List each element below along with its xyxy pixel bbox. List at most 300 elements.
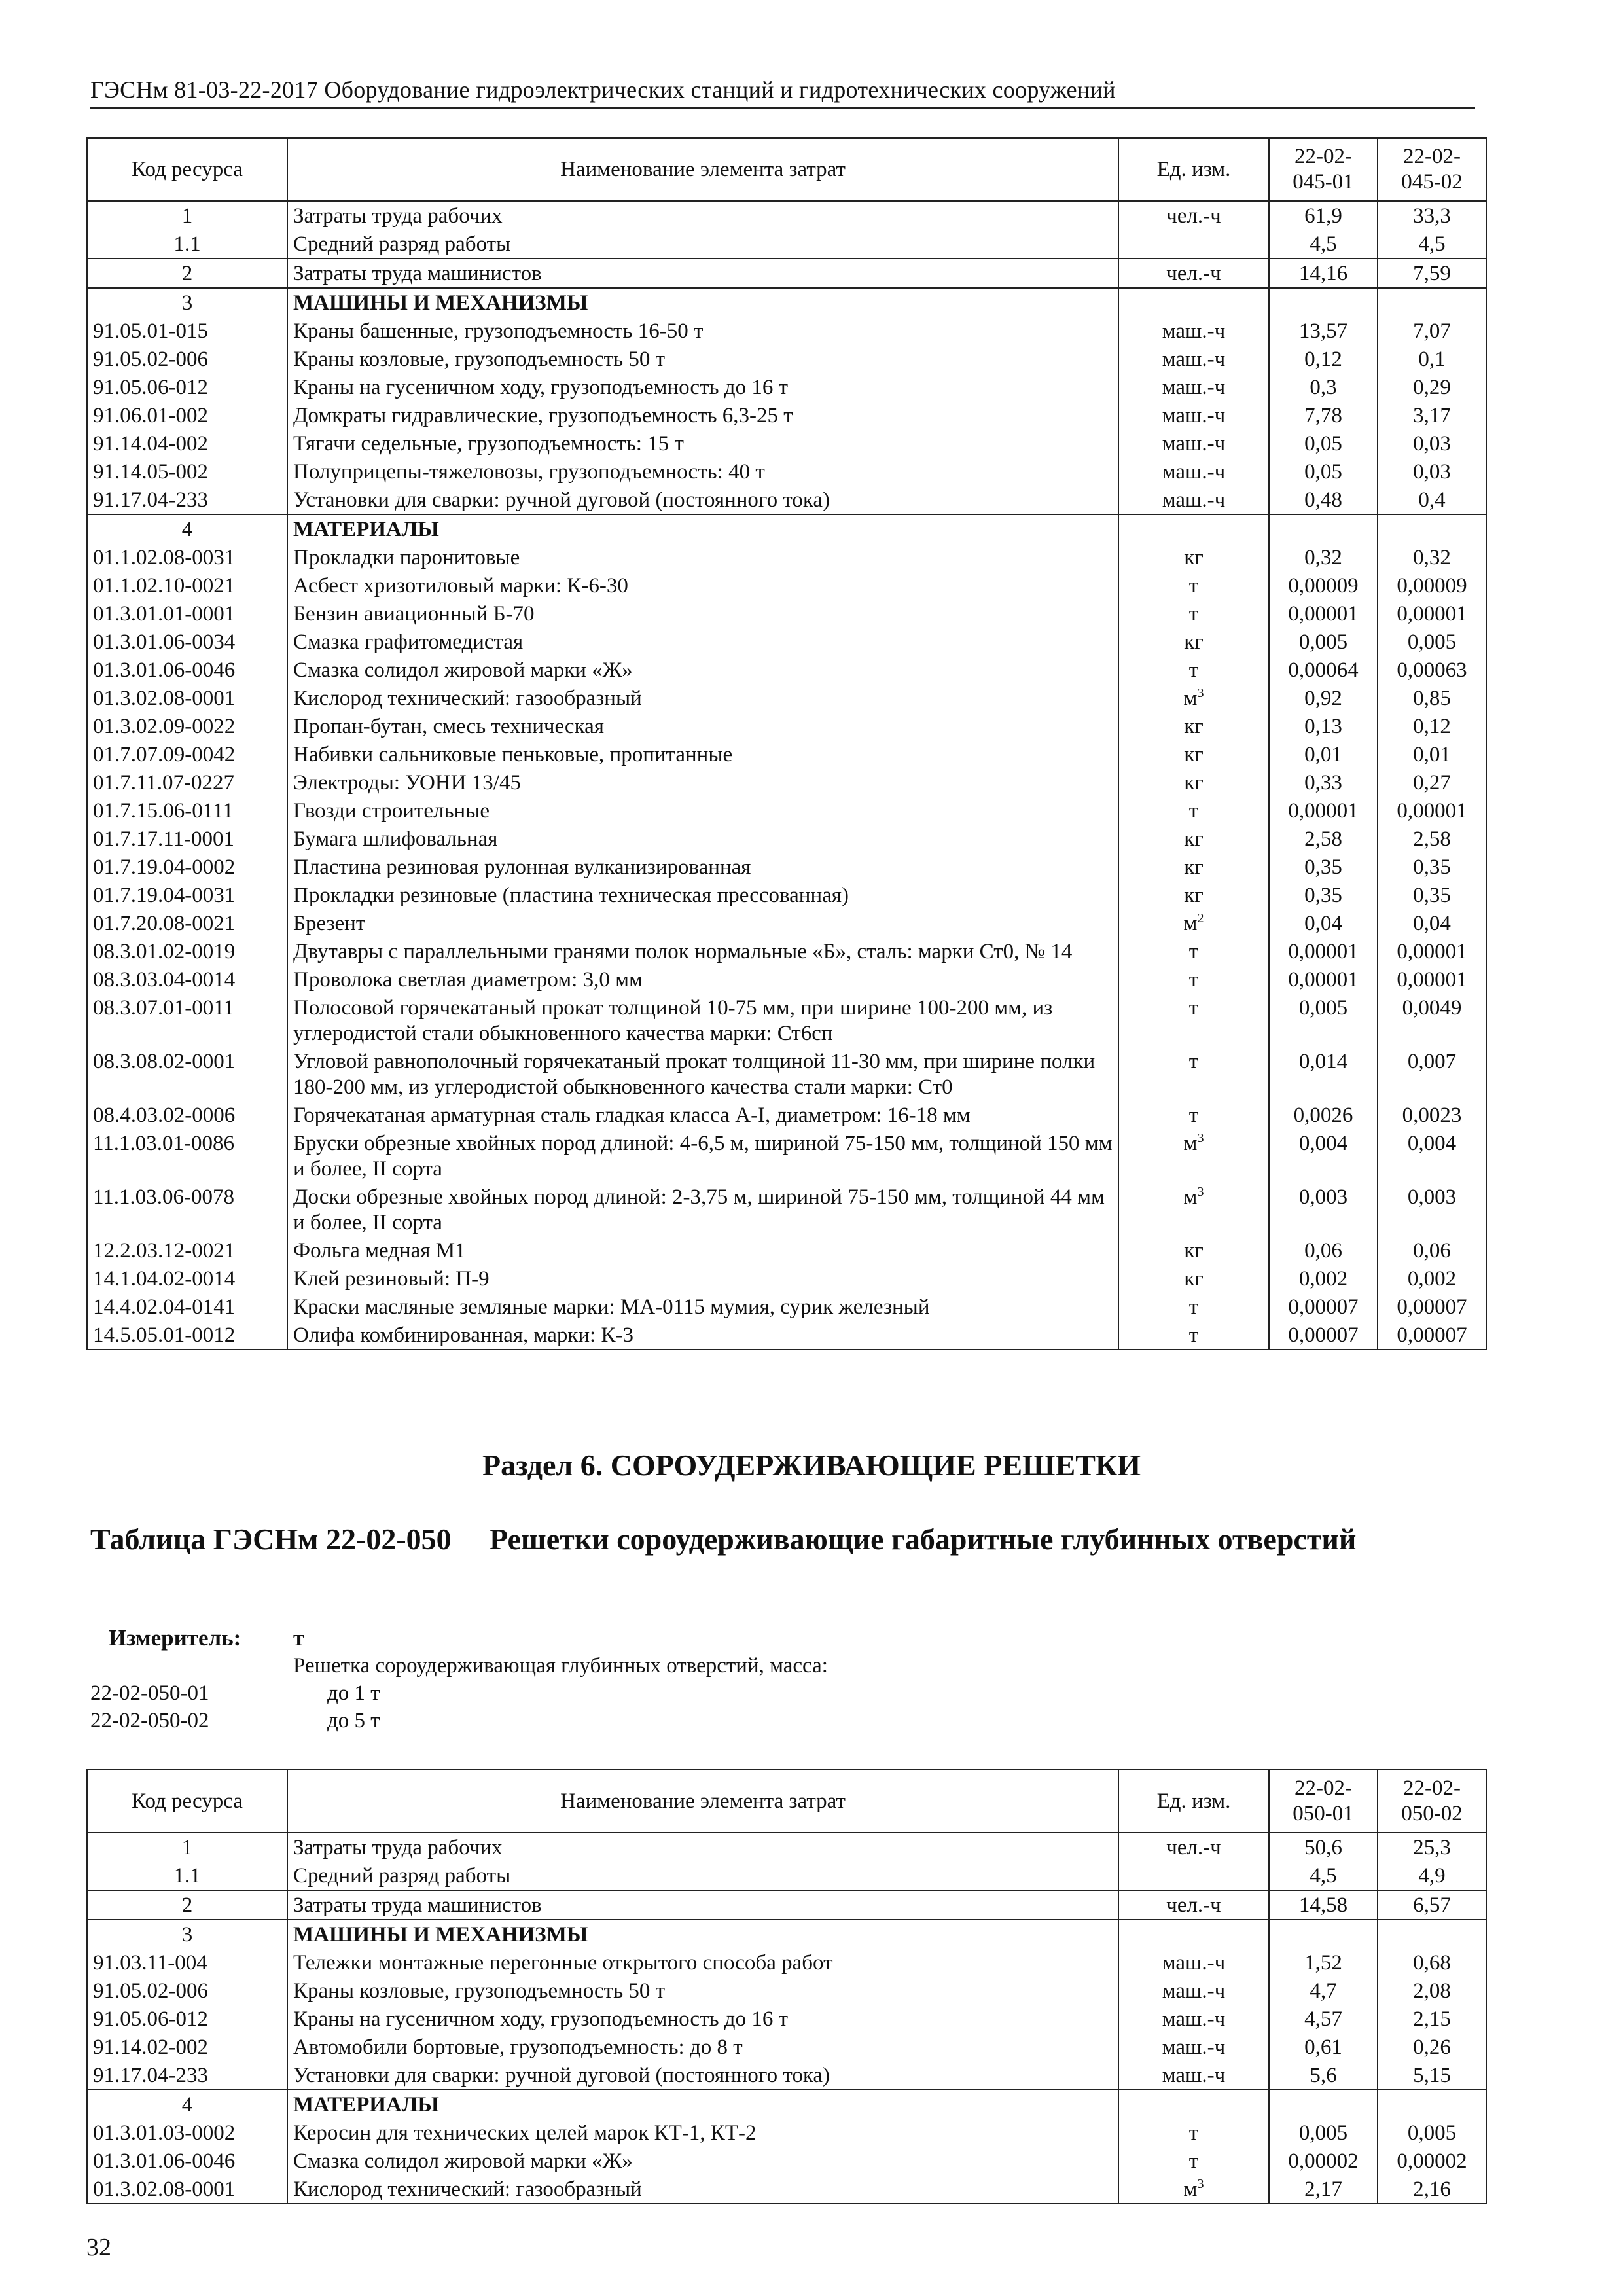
unit-cell: маш.-ч	[1118, 1948, 1269, 1977]
table-row	[87, 317, 1486, 345]
variant-code: 22-02-050-01	[90, 1681, 209, 1705]
norm-value-1-cell: 0,3	[1269, 373, 1378, 401]
table-row	[87, 2119, 1486, 2147]
norm-value-1-cell: 14,16	[1269, 259, 1378, 288]
variant-text: до 1 т	[327, 1681, 380, 1705]
norm-value-1-cell: 4,7	[1269, 1977, 1378, 2005]
resource-name-cell: Кислород технический: газообразный	[287, 684, 1118, 712]
norm-value-2-cell: 0,03	[1378, 457, 1486, 486]
resource-name-cell: Прокладки паронитовые	[287, 543, 1118, 571]
section-title: Раздел 6. СОРОУДЕРЖИВАЮЩИЕ РЕШЕТКИ	[482, 1448, 1141, 1482]
norm-value-1-cell: 2,58	[1269, 825, 1378, 853]
table-row	[87, 2005, 1486, 2033]
norm-value-2-cell: 4,5	[1378, 230, 1486, 259]
table-row	[87, 656, 1486, 684]
norm-value-1-cell: 0,005	[1269, 628, 1378, 656]
table-row	[87, 712, 1486, 740]
table-row	[87, 1861, 1486, 1890]
resource-name-cell: Бруски обрезные хвойных пород длиной: 4-6,5 м, шириной 75-150 мм, толщиной 150 мм и более, II сорта	[287, 1129, 1118, 1183]
unit-cell: т	[1118, 1047, 1269, 1101]
unit-exponent: 3	[1197, 1185, 1204, 1199]
table-row	[87, 1265, 1486, 1293]
norm-value-2-cell: 0,35	[1378, 853, 1486, 881]
resource-code-cell: 01.3.02.08-0001	[87, 684, 287, 712]
norm-value-1-cell: 0,33	[1269, 768, 1378, 797]
unit-cell	[1118, 230, 1269, 259]
norm-value-2-cell: 0,0023	[1378, 1101, 1486, 1129]
norm-value-1-cell: 0,12	[1269, 345, 1378, 373]
resource-name-cell: Затраты труда машинистов	[287, 259, 1118, 288]
resource-code-cell: 4	[87, 514, 287, 543]
table-row	[87, 457, 1486, 486]
unit-cell: маш.-ч	[1118, 429, 1269, 457]
unit-text: м	[1183, 912, 1198, 935]
norm-value-1-cell: 0,00009	[1269, 571, 1378, 600]
table-body	[87, 201, 1486, 1350]
resource-code-cell: 08.3.08.02-0001	[87, 1047, 287, 1101]
unit-cell: т	[1118, 2147, 1269, 2175]
norm-value-2-cell: 3,17	[1378, 401, 1486, 429]
resource-code-cell: 1.1	[87, 1861, 287, 1890]
unit-cell: маш.-ч	[1118, 486, 1269, 514]
norm-value-1-cell: 14,58	[1269, 1890, 1378, 1920]
resource-name-cell: Проволока светлая диаметром: 3,0 мм	[287, 965, 1118, 994]
resource-name-cell: Электроды: УОНИ 13/45	[287, 768, 1118, 797]
unit-text: м	[1183, 1132, 1198, 1155]
norm-value-1-cell: 0,61	[1269, 2033, 1378, 2061]
norm-value-1-cell: 4,5	[1269, 230, 1378, 259]
table-row	[87, 1890, 1486, 1920]
table-row	[87, 1948, 1486, 1977]
norm-value-1-cell: 0,92	[1269, 684, 1378, 712]
resource-name-cell: Краны на гусеничном ходу, грузоподъемность до 16 т	[287, 2005, 1118, 2033]
unit-cell	[1118, 2090, 1269, 2119]
col-header-code: Код ресурса	[87, 1770, 287, 1833]
unit-cell: т	[1118, 2119, 1269, 2147]
unit-cell: маш.-ч	[1118, 373, 1269, 401]
unit-cell: кг	[1118, 740, 1269, 768]
norm-value-2-cell: 0,26	[1378, 2033, 1486, 2061]
table-header-row	[87, 138, 1486, 201]
variant-code: 22-02-050-02	[90, 1709, 209, 1732]
resource-name-cell: Угловой равнополочный горячекатаный прокат толщиной 11-30 мм, при ширине полки 180-200 мм, из углеродистой обыкновенного качества стали марки: Ст0	[287, 1047, 1118, 1101]
table-row	[87, 401, 1486, 429]
unit-cell: т	[1118, 1293, 1269, 1321]
resource-code-cell: 1	[87, 201, 287, 230]
resource-code-cell: 1.1	[87, 230, 287, 259]
resource-table-045	[86, 137, 1487, 1350]
table-row	[87, 486, 1486, 514]
unit-cell: кг	[1118, 712, 1269, 740]
table-header-row	[87, 1770, 1486, 1833]
table-row	[87, 1183, 1486, 1236]
resource-code-cell: 01.3.01.06-0046	[87, 656, 287, 684]
resource-name-cell: Полосовой горячекатаный прокат толщиной 10-75 мм, при ширине 100-200 мм, из углеродистой стали обыкновенного качества марки: Ст6сп	[287, 994, 1118, 1047]
resource-name-cell: Домкраты гидравлические, грузоподъемность 6,3-25 т	[287, 401, 1118, 429]
norm-value-1-cell: 2,17	[1269, 2175, 1378, 2204]
norm-value-2-cell: 0,00001	[1378, 797, 1486, 825]
table-row	[87, 230, 1486, 259]
resource-name-cell: Прокладки резиновые (пластина техническая прессованная)	[287, 881, 1118, 909]
norm-value-1-cell: 0,00001	[1269, 965, 1378, 994]
unit-cell: маш.-ч	[1118, 2005, 1269, 2033]
norm-value-1-cell: 5,6	[1269, 2061, 1378, 2090]
norm-value-2-cell: 0,007	[1378, 1047, 1486, 1101]
resource-code-cell: 3	[87, 288, 287, 317]
unit-cell	[1118, 1861, 1269, 1890]
resource-name-cell: Асбест хризотиловый марки: К-6-30	[287, 571, 1118, 600]
resource-code-cell: 01.7.19.04-0002	[87, 853, 287, 881]
table-section-row	[87, 2090, 1486, 2119]
unit-cell: маш.-ч	[1118, 317, 1269, 345]
norm-value-2-cell: 0,00001	[1378, 965, 1486, 994]
unit-cell	[1118, 514, 1269, 543]
unit-exponent: 3	[1197, 1131, 1204, 1145]
norm-value-1-cell: 0,04	[1269, 909, 1378, 937]
norm-value-1-cell: 61,9	[1269, 201, 1378, 230]
resource-code-cell: 01.3.02.08-0001	[87, 2175, 287, 2204]
table-row	[87, 768, 1486, 797]
resource-name-cell: Брезент	[287, 909, 1118, 937]
col-header-norm-1: 22-02-050-01	[1269, 1770, 1378, 1833]
norm-value-2-cell: 0,1	[1378, 345, 1486, 373]
resource-code-cell: 91.05.06-012	[87, 373, 287, 401]
table-row	[87, 2061, 1486, 2090]
norm-value-2-cell: 0,68	[1378, 1948, 1486, 1977]
col-header-norm-1: 22-02-045-01	[1269, 138, 1378, 201]
table-row	[87, 571, 1486, 600]
norm-value-1-cell: 50,6	[1269, 1833, 1378, 1861]
resource-name-cell: Установки для сварки: ручной дуговой (постоянного тока)	[287, 486, 1118, 514]
unit-cell: чел.-ч	[1118, 259, 1269, 288]
col-header-name: Наименование элемента затрат	[287, 138, 1118, 201]
resource-code-cell: 01.7.19.04-0031	[87, 881, 287, 909]
resource-code-cell: 91.06.01-002	[87, 401, 287, 429]
unit-cell	[1118, 288, 1269, 317]
norm-value-1-cell: 0,13	[1269, 712, 1378, 740]
norm-value-1-cell	[1269, 514, 1378, 543]
norm-value-2-cell: 0,29	[1378, 373, 1486, 401]
resource-code-cell: 11.1.03.01-0086	[87, 1129, 287, 1183]
resource-name-cell: Пропан-бутан, смесь техническая	[287, 712, 1118, 740]
norm-value-2-cell: 2,15	[1378, 2005, 1486, 2033]
unit-exponent: 2	[1197, 911, 1204, 925]
unit-cell: маш.-ч	[1118, 345, 1269, 373]
norm-value-2-cell: 0,12	[1378, 712, 1486, 740]
resource-name-cell: Бумага шлифовальная	[287, 825, 1118, 853]
norm-value-2-cell: 0,00001	[1378, 600, 1486, 628]
table-row	[87, 1833, 1486, 1861]
resource-code-cell: 2	[87, 259, 287, 288]
norm-value-2-cell: 2,08	[1378, 1977, 1486, 2005]
norm-value-2-cell	[1378, 1920, 1486, 1948]
table-section-row	[87, 288, 1486, 317]
resource-code-cell: 2	[87, 1890, 287, 1920]
resource-name-cell: Горячекатаная арматурная сталь гладкая класса А-I, диаметром: 16-18 мм	[287, 1101, 1118, 1129]
resource-code-cell: 91.14.02-002	[87, 2033, 287, 2061]
resource-code-cell: 91.14.04-002	[87, 429, 287, 457]
resource-code-cell: 1	[87, 1833, 287, 1861]
unit-cell: маш.-ч	[1118, 457, 1269, 486]
norm-value-1-cell: 0,35	[1269, 853, 1378, 881]
table-row	[87, 1977, 1486, 2005]
norm-value-2-cell: 7,59	[1378, 259, 1486, 288]
norm-value-2-cell: 0,005	[1378, 628, 1486, 656]
unit-cell: чел.-ч	[1118, 1833, 1269, 1861]
norm-value-2-cell: 25,3	[1378, 1833, 1486, 1861]
table-title-name: Решетки сороудерживающие габаритные глубинных отверстий	[490, 1522, 1357, 1556]
resource-name-cell: Полуприцепы-тяжеловозы, грузоподъемность: 40 т	[287, 457, 1118, 486]
table-body	[87, 1833, 1486, 2204]
unit-cell: кг	[1118, 825, 1269, 853]
unit-cell: маш.-ч	[1118, 2061, 1269, 2090]
resource-name-cell: Краны башенные, грузоподъемность 16-50 т	[287, 317, 1118, 345]
table-row	[87, 2175, 1486, 2204]
resource-name-cell: МАШИНЫ И МЕХАНИЗМЫ	[287, 1920, 1118, 1948]
norm-value-1-cell	[1269, 1920, 1378, 1948]
norm-value-2-cell: 0,01	[1378, 740, 1486, 768]
unit-cell: т	[1118, 965, 1269, 994]
col-header-unit: Ед. изм.	[1118, 138, 1269, 201]
unit-cell: чел.-ч	[1118, 201, 1269, 230]
table-row	[87, 1047, 1486, 1101]
resource-name-cell: Набивки сальниковые пеньковые, пропитанные	[287, 740, 1118, 768]
resource-name-cell: Краски масляные земляные марки: МА-0115 мумия, сурик железный	[287, 1293, 1118, 1321]
norm-value-1-cell: 0,004	[1269, 1129, 1378, 1183]
resource-code-cell: 14.1.04.02-0014	[87, 1265, 287, 1293]
resource-code-cell: 01.1.02.08-0031	[87, 543, 287, 571]
resource-code-cell: 4	[87, 2090, 287, 2119]
norm-value-1-cell: 4,5	[1269, 1861, 1378, 1890]
unit-text: м	[1183, 687, 1198, 710]
norm-value-2-cell: 2,16	[1378, 2175, 1486, 2204]
meter-label: Измеритель:	[109, 1625, 241, 1651]
unit-cell	[1118, 1183, 1269, 1236]
norm-value-1-cell: 0,005	[1269, 2119, 1378, 2147]
resource-code-cell: 01.7.15.06-0111	[87, 797, 287, 825]
table-row	[87, 2033, 1486, 2061]
norm-value-2-cell: 0,00001	[1378, 937, 1486, 965]
unit-cell: т	[1118, 571, 1269, 600]
resource-name-cell: Гвозди строительные	[287, 797, 1118, 825]
table-row	[87, 994, 1486, 1047]
norm-value-1-cell: 1,52	[1269, 1948, 1378, 1977]
resource-table-050	[86, 1769, 1487, 2204]
running-header: ГЭСНм 81-03-22-2017 Оборудование гидроэлектрических станций и гидротехнических сооружений	[90, 77, 1116, 103]
table-row	[87, 825, 1486, 853]
unit-cell: маш.-ч	[1118, 401, 1269, 429]
unit-cell: т	[1118, 994, 1269, 1047]
resource-code-cell: 91.03.11-004	[87, 1948, 287, 1977]
resource-name-cell: Олифа комбинированная, марки: К-3	[287, 1321, 1118, 1350]
table-row	[87, 937, 1486, 965]
unit-cell: т	[1118, 1321, 1269, 1350]
resource-name-cell: Затраты труда машинистов	[287, 1890, 1118, 1920]
norm-value-2-cell: 0,85	[1378, 684, 1486, 712]
resource-name-cell: Тележки монтажные перегонные открытого способа работ	[287, 1948, 1118, 1977]
norm-value-2-cell: 0,005	[1378, 2119, 1486, 2147]
table-row	[87, 684, 1486, 712]
norm-value-2-cell: 5,15	[1378, 2061, 1486, 2090]
resource-name-cell: МАШИНЫ И МЕХАНИЗМЫ	[287, 288, 1118, 317]
resource-code-cell: 91.05.06-012	[87, 2005, 287, 2033]
resource-name-cell: Доски обрезные хвойных пород длиной: 2-3,75 м, шириной 75-150 мм, толщиной 44 мм и более, II сорта	[287, 1183, 1118, 1236]
resource-name-cell: Пластина резиновая рулонная вулканизированная	[287, 853, 1118, 881]
unit-cell: т	[1118, 1101, 1269, 1129]
norm-value-2-cell: 0,00007	[1378, 1321, 1486, 1350]
norm-value-1-cell: 0,05	[1269, 457, 1378, 486]
norm-value-2-cell: 4,9	[1378, 1861, 1486, 1890]
table-row	[87, 345, 1486, 373]
unit-cell: маш.-ч	[1118, 2033, 1269, 2061]
unit-cell: кг	[1118, 881, 1269, 909]
norm-value-1-cell: 0,00001	[1269, 937, 1378, 965]
unit-exponent: 3	[1197, 686, 1204, 700]
norm-value-2-cell: 0,004	[1378, 1129, 1486, 1183]
resource-code-cell: 91.14.05-002	[87, 457, 287, 486]
table-row	[87, 965, 1486, 994]
unit-cell: кг	[1118, 628, 1269, 656]
resource-code-cell: 01.3.02.09-0022	[87, 712, 287, 740]
resource-name-cell: Краны козловые, грузоподъемность 50 т	[287, 1977, 1118, 2005]
norm-value-1-cell: 0,01	[1269, 740, 1378, 768]
norm-value-2-cell: 0,35	[1378, 881, 1486, 909]
table-row	[87, 1129, 1486, 1183]
resource-code-cell: 08.3.07.01-0011	[87, 994, 287, 1047]
table-row	[87, 909, 1486, 937]
resource-name-cell: Двутавры с параллельными гранями полок нормальные «Б», сталь: марки Ст0, № 14	[287, 937, 1118, 965]
norm-value-1-cell: 0,48	[1269, 486, 1378, 514]
resource-code-cell: 08.3.03.04-0014	[87, 965, 287, 994]
norm-value-2-cell: 0,00063	[1378, 656, 1486, 684]
unit-cell: кг	[1118, 1265, 1269, 1293]
norm-value-1-cell: 0,06	[1269, 1236, 1378, 1265]
resource-name-cell: Установки для сварки: ручной дуговой (постоянного тока)	[287, 2061, 1118, 2090]
unit-cell	[1118, 684, 1269, 712]
norm-value-1-cell: 7,78	[1269, 401, 1378, 429]
unit-cell: чел.-ч	[1118, 1890, 1269, 1920]
resource-name-cell: Керосин для технических целей марок КТ-1, КТ-2	[287, 2119, 1118, 2147]
resource-name-cell: Смазка солидол жировой марки «Ж»	[287, 2147, 1118, 2175]
norm-value-2-cell: 7,07	[1378, 317, 1486, 345]
page-number: 32	[86, 2234, 111, 2261]
unit-cell	[1118, 2175, 1269, 2204]
norm-value-1-cell: 13,57	[1269, 317, 1378, 345]
norm-value-1-cell: 0,00002	[1269, 2147, 1378, 2175]
norm-value-1-cell: 0,00007	[1269, 1321, 1378, 1350]
norm-value-1-cell: 0,002	[1269, 1265, 1378, 1293]
norm-value-1-cell: 0,003	[1269, 1183, 1378, 1236]
resource-code-cell: 01.7.20.08-0021	[87, 909, 287, 937]
resource-code-cell: 01.3.01.06-0046	[87, 2147, 287, 2175]
col-header-code: Код ресурса	[87, 138, 287, 201]
norm-value-2-cell: 2,58	[1378, 825, 1486, 853]
resource-code-cell: 01.3.01.03-0002	[87, 2119, 287, 2147]
norm-value-1-cell: 0,00001	[1269, 797, 1378, 825]
norm-value-2-cell: 0,03	[1378, 429, 1486, 457]
norm-value-1-cell: 0,00007	[1269, 1293, 1378, 1321]
norm-value-1-cell: 0,05	[1269, 429, 1378, 457]
norm-value-2-cell: 0,002	[1378, 1265, 1486, 1293]
table-row	[87, 853, 1486, 881]
meter-unit: т	[293, 1625, 305, 1651]
resource-code-cell: 91.05.01-015	[87, 317, 287, 345]
col-header-name: Наименование элемента затрат	[287, 1770, 1118, 1833]
norm-value-2-cell: 0,06	[1378, 1236, 1486, 1265]
table-title-number: Таблица ГЭСНм 22-02-050	[90, 1522, 452, 1556]
table-row	[87, 543, 1486, 571]
unit-cell: кг	[1118, 1236, 1269, 1265]
resource-code-cell: 08.3.01.02-0019	[87, 937, 287, 965]
norm-value-2-cell: 0,00002	[1378, 2147, 1486, 2175]
unit-cell: т	[1118, 797, 1269, 825]
resource-name-cell: Затраты труда рабочих	[287, 1833, 1118, 1861]
resource-code-cell: 14.4.02.04-0141	[87, 1293, 287, 1321]
unit-cell: маш.-ч	[1118, 1977, 1269, 2005]
norm-value-2-cell: 0,0049	[1378, 994, 1486, 1047]
table-row	[87, 1236, 1486, 1265]
unit-cell: т	[1118, 937, 1269, 965]
unit-cell: кг	[1118, 768, 1269, 797]
header-rule	[90, 107, 1475, 109]
table-row	[87, 1321, 1486, 1350]
table-row	[87, 259, 1486, 288]
resource-name-cell: Фольга медная М1	[287, 1236, 1118, 1265]
norm-value-1-cell: 0,35	[1269, 881, 1378, 909]
resource-code-cell: 91.05.02-006	[87, 1977, 287, 2005]
resource-name-cell: Смазка графитомедистая	[287, 628, 1118, 656]
resource-name-cell: Смазка солидол жировой марки «Ж»	[287, 656, 1118, 684]
unit-cell: кг	[1118, 853, 1269, 881]
norm-value-1-cell: 0,00001	[1269, 600, 1378, 628]
variant-text: до 5 т	[327, 1709, 380, 1732]
table-row	[87, 740, 1486, 768]
resource-name-cell: Краны козловые, грузоподъемность 50 т	[287, 345, 1118, 373]
resource-code-cell: 91.17.04-233	[87, 486, 287, 514]
table-row	[87, 881, 1486, 909]
unit-cell	[1118, 909, 1269, 937]
norm-value-2-cell: 0,4	[1378, 486, 1486, 514]
resource-code-cell: 91.05.02-006	[87, 345, 287, 373]
resource-code-cell: 01.7.07.09-0042	[87, 740, 287, 768]
unit-cell	[1118, 1920, 1269, 1948]
unit-exponent: 3	[1197, 2177, 1204, 2191]
norm-value-2-cell	[1378, 514, 1486, 543]
resource-name-cell: МАТЕРИАЛЫ	[287, 2090, 1118, 2119]
resource-name-cell: Клей резиновый: П-9	[287, 1265, 1118, 1293]
norm-value-1-cell: 0,014	[1269, 1047, 1378, 1101]
resource-code-cell: 01.7.11.07-0227	[87, 768, 287, 797]
resource-name-cell: Затраты труда рабочих	[287, 201, 1118, 230]
unit-text: м	[1183, 2178, 1198, 2201]
col-header-unit: Ед. изм.	[1118, 1770, 1269, 1833]
norm-value-2-cell: 0,32	[1378, 543, 1486, 571]
resource-name-cell: Краны на гусеничном ходу, грузоподъемность до 16 т	[287, 373, 1118, 401]
norm-value-1-cell	[1269, 288, 1378, 317]
table-section-row	[87, 1920, 1486, 1948]
resource-name-cell: Кислород технический: газообразный	[287, 2175, 1118, 2204]
unit-cell: т	[1118, 656, 1269, 684]
table-section-row	[87, 514, 1486, 543]
resource-code-cell: 01.3.01.06-0034	[87, 628, 287, 656]
norm-value-1-cell: 4,57	[1269, 2005, 1378, 2033]
norm-value-2-cell: 6,57	[1378, 1890, 1486, 1920]
table-row	[87, 1101, 1486, 1129]
norm-value-2-cell	[1378, 2090, 1486, 2119]
resource-name-cell: Тягачи седельные, грузоподъемность: 15 т	[287, 429, 1118, 457]
unit-cell	[1118, 1129, 1269, 1183]
table-row	[87, 797, 1486, 825]
